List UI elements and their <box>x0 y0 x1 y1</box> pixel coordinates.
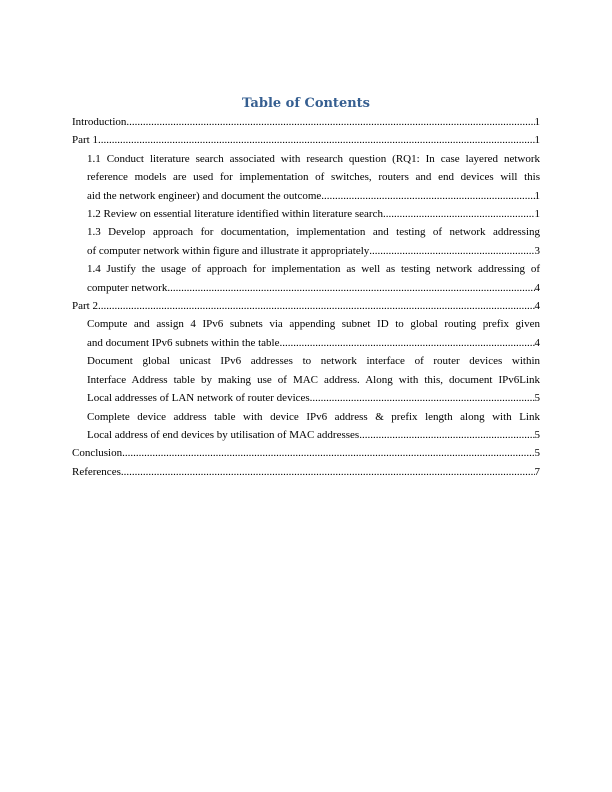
toc-leader-dots <box>310 389 535 407</box>
toc-leader-dots <box>359 426 534 444</box>
toc-leader-dots <box>383 205 535 223</box>
toc-entry-line: Compute and assign 4 IPv6 subnets via appending subnet ID to global routing prefix given <box>87 318 540 331</box>
toc-entry-last-line <box>87 279 540 297</box>
toc-leader-dots <box>321 187 534 205</box>
toc-entry-references[interactable] <box>72 463 540 481</box>
toc-page-number: 1 <box>534 134 540 147</box>
toc-page-number: 3 <box>534 244 540 257</box>
toc-leader-dots <box>122 444 534 462</box>
toc-leader-dots <box>98 131 535 149</box>
toc-entry-text: computer network <box>87 281 168 294</box>
toc-leader-dots <box>167 279 534 297</box>
toc-leader-dots <box>279 334 534 352</box>
toc-entry-line: Document global unicast IPv6 addresses to network interface of router devices within <box>87 355 540 368</box>
toc-entry-text: Local addresses of LAN network of router devices <box>87 392 310 405</box>
toc-entry-introduction[interactable] <box>72 113 540 131</box>
toc-page-number: 1 <box>534 208 540 221</box>
toc-entry-1-4[interactable] <box>72 260 540 297</box>
toc-page-number: 4 <box>534 281 540 294</box>
toc-leader-dots <box>121 463 535 481</box>
toc-entry-line: 1.3 Develop approach for documentation, implementation and testing of network addressing <box>87 226 540 239</box>
toc-entry-device-address-table[interactable] <box>72 408 540 445</box>
toc-entry-text: Part 1 <box>72 134 98 147</box>
toc-entry-text: Part 2 <box>72 300 98 313</box>
toc-leader-dots <box>369 242 534 260</box>
toc-entry-last-line <box>87 334 540 352</box>
toc-entry-text: and document IPv6 subnets within the table <box>87 336 280 349</box>
toc-page-number: 5 <box>534 447 540 460</box>
toc-entry-line: 1.1 Conduct literature search associated with research question (RQ1: In case layered network <box>87 152 540 165</box>
toc-entry-last-line <box>87 242 540 260</box>
toc-entry-text: 1.2 Review on essential literature identified within literature search <box>87 208 383 221</box>
toc-page-number: 4 <box>534 300 540 313</box>
toc-entry-text: of computer network within figure and illustrate it appropriately <box>87 244 370 257</box>
toc-page-number: 1 <box>534 116 540 128</box>
toc-entry-last-line <box>87 205 540 223</box>
toc-entry-line: Complete device address table with device IPv6 address & prefix length along with Link <box>87 410 540 423</box>
toc-entry-1-3[interactable] <box>72 223 540 260</box>
toc-entry-document-unicast[interactable] <box>72 352 540 407</box>
toc-page-number: 5 <box>534 392 540 405</box>
toc-page-number: 5 <box>534 428 540 441</box>
toc-page-number: 1 <box>534 189 540 202</box>
toc-entry-text: Introduction <box>72 116 127 128</box>
toc-entry-last-line <box>87 389 540 407</box>
toc-entry-line: 1.4 Justify the usage of approach for implementation as well as testing network addressing of <box>87 263 540 276</box>
table-of-contents <box>72 113 540 481</box>
toc-entry-last-line <box>87 426 540 444</box>
toc-entry-part-2[interactable] <box>72 297 540 315</box>
toc-entry-text: aid the network engineer) and document the outcome <box>87 189 322 202</box>
toc-entry-text: Conclusion <box>72 447 123 460</box>
toc-entry-line: reference models are used for implementation of switches, routers and end devices will this <box>87 171 540 184</box>
toc-entry-1-2[interactable] <box>72 205 540 223</box>
toc-entry-1-1[interactable] <box>72 150 540 205</box>
toc-entry-last-line <box>87 187 540 205</box>
toc-title: Table of Contents <box>242 96 370 111</box>
toc-entry-part-1[interactable] <box>72 131 540 149</box>
toc-entry-text: References <box>72 465 121 478</box>
toc-entry-line: Interface Address table by making use of MAC address. Along with this, document IPv6Link <box>87 373 540 386</box>
toc-page-number: 4 <box>534 336 540 349</box>
toc-entry-compute-subnets[interactable] <box>72 315 540 352</box>
toc-page-number: 7 <box>534 465 540 478</box>
toc-entry-text: Local address of end devices by utilisation of MAC addresses <box>87 428 360 441</box>
toc-leader-dots <box>98 297 535 315</box>
toc-leader-dots <box>126 113 534 131</box>
toc-entry-conclusion[interactable] <box>72 444 540 462</box>
